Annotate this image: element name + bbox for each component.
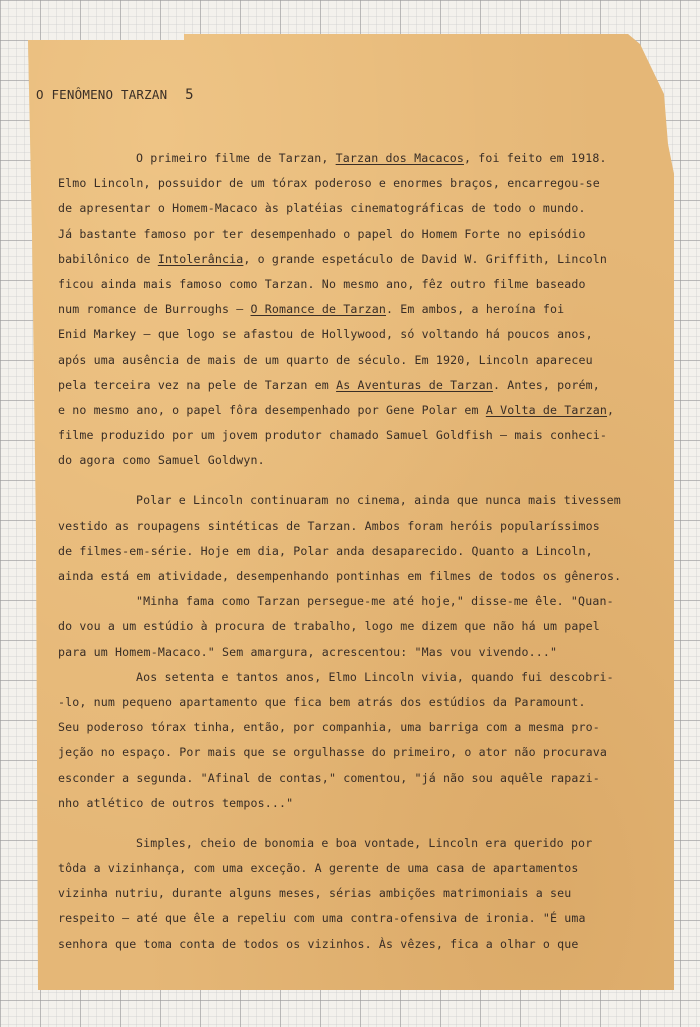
text-line: Elmo Lincoln, possuidor de um tórax poderoso e enormes braços, encarregou-se bbox=[58, 176, 600, 191]
text-line: -lo, num pequeno apartamento que fica bem atrás dos estúdios da Paramount. bbox=[58, 694, 586, 709]
text-line: vizinha nutriu, durante alguns meses, sérias ambições matrimoniais a seu bbox=[58, 886, 572, 901]
film-title: O Romance de Tarzan bbox=[250, 302, 386, 317]
text-line: pela terceira vez na pele de Tarzan em As Aventuras de Tarzan. Antes, porém, bbox=[58, 377, 600, 392]
film-title: A Volta de Tarzan bbox=[485, 402, 608, 417]
text-line: respeito — até que êle a repeliu com uma contra-ofensiva de ironia. "É uma bbox=[58, 911, 586, 926]
text-line: O primeiro filme de Tarzan, Tarzan dos Macacos, foi feito em 1918. bbox=[136, 151, 607, 165]
text-line: após uma ausência de mais de um quarto de século. Em 1920, Lincoln apareceu bbox=[58, 352, 593, 367]
text-line: Aos setenta e tantos anos, Elmo Lincoln vivia, quando fui descobri- bbox=[136, 669, 614, 684]
text-line: Já bastante famoso por ter desempenhado o papel do Homem Forte no episódio bbox=[58, 226, 586, 241]
film-title: Tarzan dos Macacos bbox=[335, 151, 464, 165]
text-line: tôda a vizinhança, com uma exceção. A gerente de uma casa de apartamentos bbox=[58, 861, 579, 876]
text-line: Seu poderoso tórax tinha, então, por companhia, uma barriga com a mesma pro- bbox=[58, 720, 600, 735]
text-line: de apresentar o Homem-Macaco às platéias cinematográficas de todo o mundo. bbox=[58, 201, 586, 216]
text-line: ficou ainda mais famoso como Tarzan. No mesmo ano, fêz outro filme baseado bbox=[58, 276, 586, 291]
text-line: babilônico de Intolerância, o grande espetáculo de David W. Griffith, Lincoln bbox=[58, 251, 608, 266]
text-line: "Minha fama como Tarzan persegue-me até hoje," disse-me êle. "Quan- bbox=[136, 594, 614, 609]
typewritten-body bbox=[58, 146, 658, 957]
text-line: Enid Markey — que logo se afastou de Hollywood, só voltando há poucos anos, bbox=[58, 327, 593, 342]
text-line: ainda está em atividade, desempenhando pontinhas em filmes de todos os gêneros. bbox=[58, 569, 622, 583]
text-line: e no mesmo ano, o papel fôra desempenhado por Gene Polar em A Volta de Tarzan, bbox=[58, 402, 615, 417]
text-line: jeção no espaço. Por mais que se orgulhasse do primeiro, o ator não procurava bbox=[58, 745, 608, 760]
film-title: Intolerância bbox=[157, 251, 244, 266]
text-line: vestido as roupagens sintéticas de Tarzan. Ambos foram heróis popularíssimos bbox=[58, 518, 600, 533]
text-line: do agora como Samuel Goldwyn. bbox=[58, 453, 265, 468]
text-line: senhora que toma conta de todos os vizinhos. Às vêzes, fica a olhar o que bbox=[58, 936, 579, 951]
text-line: do vou a um estúdio à procura de trabalho, logo me dizem que não há um papel bbox=[58, 619, 600, 634]
text-line: esconder a segunda. "Afinal de contas," comentou, "já não sou aquêle rapazi- bbox=[58, 770, 600, 785]
text-line: Simples, cheio de bonomia e boa vontade, Lincoln era querido por bbox=[136, 835, 593, 850]
text-line: de filmes-em-série. Hoje em dia, Polar anda desaparecido. Quanto a Lincoln, bbox=[58, 543, 593, 558]
film-title: As Aventuras de Tarzan bbox=[336, 377, 493, 392]
text-line: Polar e Lincoln continuaram no cinema, ainda que nunca mais tivessem bbox=[136, 493, 621, 508]
text-line: para um Homem-Macaco." Sem amargura, acrescentou: "Mas vou vivendo..." bbox=[58, 644, 558, 659]
header-title: O FENÔMENO TARZAN bbox=[36, 87, 168, 102]
page-number: 5 bbox=[185, 87, 194, 103]
text-line: num romance de Burroughs — O Romance de Tarzan. Em ambos, a heroína foi bbox=[58, 302, 565, 317]
text-line: nho atlético de outros tempos..." bbox=[58, 795, 294, 810]
text-line: filme produzido por um jovem produtor chamado Samuel Goldfish — mais conheci- bbox=[58, 428, 608, 443]
running-header bbox=[36, 87, 194, 103]
